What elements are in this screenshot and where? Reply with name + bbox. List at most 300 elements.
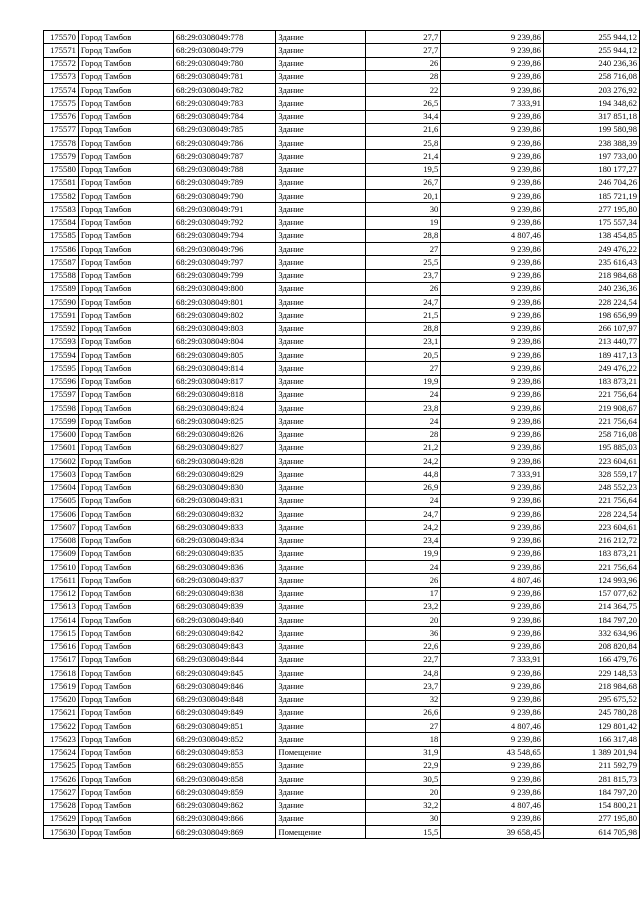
row-number-cell: 175601 — [44, 441, 79, 454]
municipality-cell: Город Тамбов — [78, 481, 173, 494]
row-number-cell: 175609 — [44, 547, 79, 560]
area-cell: 32,2 — [366, 799, 441, 812]
object-type-cell: Здание — [276, 640, 366, 653]
cadastral-value-cell: 194 348,62 — [543, 97, 639, 110]
unit-value-cell: 9 239,86 — [441, 441, 544, 454]
row-number-cell: 175580 — [44, 163, 79, 176]
row-number-cell: 175594 — [44, 349, 79, 362]
area-cell: 27,7 — [366, 44, 441, 57]
row-number-cell: 175575 — [44, 97, 79, 110]
object-type-cell: Помещение — [276, 826, 366, 839]
cadastral-number-cell: 68:29:0308049:826 — [174, 428, 276, 441]
object-type-cell: Здание — [276, 759, 366, 772]
area-cell: 22,9 — [366, 759, 441, 772]
municipality-cell: Город Тамбов — [78, 653, 173, 666]
object-type-cell: Здание — [276, 349, 366, 362]
object-type-cell: Здание — [276, 57, 366, 70]
object-type-cell: Помещение — [276, 746, 366, 759]
row-number-cell: 175595 — [44, 362, 79, 375]
row-number-cell: 175570 — [44, 31, 79, 44]
object-type-cell: Здание — [276, 521, 366, 534]
table-row — [44, 176, 640, 189]
municipality-cell: Город Тамбов — [78, 667, 173, 680]
row-number-cell: 175598 — [44, 402, 79, 415]
cadastral-number-cell: 68:29:0308049:814 — [174, 362, 276, 375]
row-number-cell: 175586 — [44, 243, 79, 256]
cadastral-number-cell: 68:29:0308049:855 — [174, 759, 276, 772]
unit-value-cell: 9 239,86 — [441, 680, 544, 693]
object-type-cell: Здание — [276, 653, 366, 666]
area-cell: 27 — [366, 362, 441, 375]
municipality-cell: Город Тамбов — [78, 84, 173, 97]
municipality-cell: Город Тамбов — [78, 521, 173, 534]
cadastral-number-cell: 68:29:0308049:829 — [174, 468, 276, 481]
row-number-cell: 175596 — [44, 375, 79, 388]
cadastral-number-cell: 68:29:0308049:834 — [174, 534, 276, 547]
unit-value-cell: 9 239,86 — [441, 508, 544, 521]
unit-value-cell: 9 239,86 — [441, 706, 544, 719]
table-row — [44, 375, 640, 388]
row-number-cell: 175573 — [44, 70, 79, 83]
cadastral-value-cell: 223 604,61 — [543, 455, 639, 468]
object-type-cell: Здание — [276, 309, 366, 322]
object-type-cell: Здание — [276, 799, 366, 812]
municipality-cell: Город Тамбов — [78, 627, 173, 640]
cadastral-number-cell: 68:29:0308049:844 — [174, 653, 276, 666]
unit-value-cell: 9 239,86 — [441, 375, 544, 388]
cadastral-value-cell: 180 177,27 — [543, 163, 639, 176]
cadastral-number-cell: 68:29:0308049:833 — [174, 521, 276, 534]
table-row — [44, 44, 640, 57]
table-row — [44, 70, 640, 83]
row-number-cell: 175625 — [44, 759, 79, 772]
row-number-cell: 175587 — [44, 256, 79, 269]
area-cell: 22,6 — [366, 640, 441, 653]
table-row — [44, 31, 640, 44]
cadastral-number-cell: 68:29:0308049:845 — [174, 667, 276, 680]
table-row — [44, 335, 640, 348]
row-number-cell: 175610 — [44, 561, 79, 574]
cadastral-number-cell: 68:29:0308049:799 — [174, 269, 276, 282]
unit-value-cell: 9 239,86 — [441, 150, 544, 163]
municipality-cell: Город Тамбов — [78, 759, 173, 772]
area-cell: 44,8 — [366, 468, 441, 481]
cadastral-number-cell: 68:29:0308049:835 — [174, 547, 276, 560]
area-cell: 24,8 — [366, 667, 441, 680]
area-cell: 22,7 — [366, 653, 441, 666]
cadastral-value-cell: 138 454,85 — [543, 229, 639, 242]
area-cell: 24,7 — [366, 296, 441, 309]
area-cell: 21,2 — [366, 441, 441, 454]
area-cell: 23,8 — [366, 402, 441, 415]
unit-value-cell: 9 239,86 — [441, 44, 544, 57]
object-type-cell: Здание — [276, 415, 366, 428]
object-type-cell: Здание — [276, 574, 366, 587]
municipality-cell: Город Тамбов — [78, 428, 173, 441]
cadastral-number-cell: 68:29:0308049:791 — [174, 203, 276, 216]
table-row — [44, 812, 640, 825]
unit-value-cell: 9 239,86 — [441, 322, 544, 335]
table-row — [44, 309, 640, 322]
unit-value-cell: 9 239,86 — [441, 481, 544, 494]
cadastral-number-cell: 68:29:0308049:789 — [174, 176, 276, 189]
object-type-cell: Здание — [276, 150, 366, 163]
cadastral-value-cell: 184 797,20 — [543, 614, 639, 627]
object-type-cell: Здание — [276, 176, 366, 189]
cadastral-value-cell: 218 984,68 — [543, 680, 639, 693]
cadastral-value-cell: 277 195,80 — [543, 812, 639, 825]
unit-value-cell: 9 239,86 — [441, 786, 544, 799]
cadastral-number-cell: 68:29:0308049:800 — [174, 282, 276, 295]
table-row — [44, 216, 640, 229]
cadastral-value-cell: 1 389 201,94 — [543, 746, 639, 759]
table-row — [44, 733, 640, 746]
area-cell: 23,7 — [366, 680, 441, 693]
area-cell: 19,9 — [366, 547, 441, 560]
municipality-cell: Город Тамбов — [78, 508, 173, 521]
area-cell: 28 — [366, 428, 441, 441]
object-type-cell: Здание — [276, 322, 366, 335]
object-type-cell: Здание — [276, 614, 366, 627]
unit-value-cell: 4 807,46 — [441, 229, 544, 242]
area-cell: 28,8 — [366, 322, 441, 335]
area-cell: 20 — [366, 614, 441, 627]
row-number-cell: 175608 — [44, 534, 79, 547]
table-row — [44, 826, 640, 839]
cadastral-value-cell: 228 224,54 — [543, 508, 639, 521]
unit-value-cell: 9 239,86 — [441, 534, 544, 547]
municipality-cell: Город Тамбов — [78, 269, 173, 282]
municipality-cell: Город Тамбов — [78, 600, 173, 613]
object-type-cell: Здание — [276, 388, 366, 401]
cadastral-value-cell: 214 364,75 — [543, 600, 639, 613]
row-number-cell: 175627 — [44, 786, 79, 799]
area-cell: 30,5 — [366, 773, 441, 786]
row-number-cell: 175605 — [44, 494, 79, 507]
cadastral-value-cell: 218 984,68 — [543, 269, 639, 282]
area-cell: 26,6 — [366, 706, 441, 719]
cadastral-number-cell: 68:29:0308049:830 — [174, 481, 276, 494]
unit-value-cell: 4 807,46 — [441, 720, 544, 733]
object-type-cell: Здание — [276, 720, 366, 733]
table-row — [44, 534, 640, 547]
unit-value-cell: 9 239,86 — [441, 640, 544, 653]
municipality-cell: Город Тамбов — [78, 256, 173, 269]
municipality-cell: Город Тамбов — [78, 190, 173, 203]
row-number-cell: 175584 — [44, 216, 79, 229]
area-cell: 19,5 — [366, 163, 441, 176]
unit-value-cell: 9 239,86 — [441, 587, 544, 600]
table-row — [44, 296, 640, 309]
unit-value-cell: 9 239,86 — [441, 123, 544, 136]
table-row — [44, 746, 640, 759]
object-type-cell: Здание — [276, 296, 366, 309]
municipality-cell: Город Тамбов — [78, 163, 173, 176]
cadastral-number-cell: 68:29:0308049:784 — [174, 110, 276, 123]
municipality-cell: Город Тамбов — [78, 110, 173, 123]
row-number-cell: 175606 — [44, 508, 79, 521]
cadastral-number-cell: 68:29:0308049:805 — [174, 349, 276, 362]
object-type-cell: Здание — [276, 216, 366, 229]
cadastral-value-cell: 245 780,28 — [543, 706, 639, 719]
cadastral-value-cell: 255 944,12 — [543, 31, 639, 44]
area-cell: 25,5 — [366, 256, 441, 269]
object-type-cell: Здание — [276, 335, 366, 348]
object-type-cell: Здание — [276, 455, 366, 468]
cadastral-value-cell: 219 908,67 — [543, 402, 639, 415]
object-type-cell: Здание — [276, 256, 366, 269]
cadastral-number-cell: 68:29:0308049:785 — [174, 123, 276, 136]
object-type-cell: Здание — [276, 282, 366, 295]
row-number-cell: 175607 — [44, 521, 79, 534]
row-number-cell: 175604 — [44, 481, 79, 494]
municipality-cell: Город Тамбов — [78, 746, 173, 759]
cadastral-number-cell: 68:29:0308049:858 — [174, 773, 276, 786]
cadastral-number-cell: 68:29:0308049:786 — [174, 137, 276, 150]
unit-value-cell: 9 239,86 — [441, 733, 544, 746]
cadastral-value-cell: 295 675,52 — [543, 693, 639, 706]
area-cell: 21,6 — [366, 123, 441, 136]
unit-value-cell: 9 239,86 — [441, 163, 544, 176]
unit-value-cell: 9 239,86 — [441, 190, 544, 203]
municipality-cell: Город Тамбов — [78, 640, 173, 653]
area-cell: 23,4 — [366, 534, 441, 547]
cadastral-value-cell: 183 873,21 — [543, 547, 639, 560]
cadastral-value-cell: 266 107,97 — [543, 322, 639, 335]
unit-value-cell: 9 239,86 — [441, 667, 544, 680]
row-number-cell: 175579 — [44, 150, 79, 163]
municipality-cell: Город Тамбов — [78, 614, 173, 627]
cadastral-number-cell: 68:29:0308049:836 — [174, 561, 276, 574]
object-type-cell: Здание — [276, 441, 366, 454]
cadastral-value-cell: 240 236,36 — [543, 57, 639, 70]
object-type-cell: Здание — [276, 110, 366, 123]
object-type-cell: Здание — [276, 31, 366, 44]
cadastral-value-cell: 238 388,39 — [543, 137, 639, 150]
cadastral-number-cell: 68:29:0308049:859 — [174, 786, 276, 799]
row-number-cell: 175612 — [44, 587, 79, 600]
object-type-cell: Здание — [276, 203, 366, 216]
table-row — [44, 653, 640, 666]
object-type-cell: Здание — [276, 812, 366, 825]
row-number-cell: 175576 — [44, 110, 79, 123]
cadastral-number-cell: 68:29:0308049:779 — [174, 44, 276, 57]
unit-value-cell: 9 239,86 — [441, 759, 544, 772]
table-row — [44, 494, 640, 507]
object-type-cell: Здание — [276, 229, 366, 242]
municipality-cell: Город Тамбов — [78, 150, 173, 163]
row-number-cell: 175597 — [44, 388, 79, 401]
cadastral-value-cell: 211 592,79 — [543, 759, 639, 772]
cadastral-value-table — [43, 30, 640, 839]
area-cell: 20,5 — [366, 349, 441, 362]
unit-value-cell: 9 239,86 — [441, 494, 544, 507]
municipality-cell: Город Тамбов — [78, 203, 173, 216]
unit-value-cell: 9 239,86 — [441, 57, 544, 70]
table-row — [44, 349, 640, 362]
object-type-cell: Здание — [276, 97, 366, 110]
area-cell: 20,1 — [366, 190, 441, 203]
cadastral-number-cell: 68:29:0308049:842 — [174, 627, 276, 640]
municipality-cell: Город Тамбов — [78, 322, 173, 335]
municipality-cell: Город Тамбов — [78, 826, 173, 839]
cadastral-number-cell: 68:29:0308049:792 — [174, 216, 276, 229]
cadastral-number-cell: 68:29:0308049:824 — [174, 402, 276, 415]
row-number-cell: 175613 — [44, 600, 79, 613]
area-cell: 19,9 — [366, 375, 441, 388]
cadastral-value-cell: 240 236,36 — [543, 282, 639, 295]
cadastral-number-cell: 68:29:0308049:837 — [174, 574, 276, 587]
area-cell: 26 — [366, 574, 441, 587]
unit-value-cell: 9 239,86 — [441, 84, 544, 97]
row-number-cell: 175599 — [44, 415, 79, 428]
cadastral-value-cell: 328 559,17 — [543, 468, 639, 481]
cadastral-number-cell: 68:29:0308049:797 — [174, 256, 276, 269]
table-row — [44, 269, 640, 282]
table-row — [44, 123, 640, 136]
area-cell: 28 — [366, 70, 441, 83]
row-number-cell: 175592 — [44, 322, 79, 335]
cadastral-value-cell: 614 705,98 — [543, 826, 639, 839]
municipality-cell: Город Тамбов — [78, 812, 173, 825]
unit-value-cell: 9 239,86 — [441, 137, 544, 150]
row-number-cell: 175603 — [44, 468, 79, 481]
cadastral-value-cell: 246 704,26 — [543, 176, 639, 189]
object-type-cell: Здание — [276, 786, 366, 799]
table-row — [44, 547, 640, 560]
object-type-cell: Здание — [276, 706, 366, 719]
area-cell: 24 — [366, 561, 441, 574]
cadastral-number-cell: 68:29:0308049:782 — [174, 84, 276, 97]
cadastral-value-cell: 198 656,99 — [543, 309, 639, 322]
row-number-cell: 175572 — [44, 57, 79, 70]
row-number-cell: 175621 — [44, 706, 79, 719]
area-cell: 30 — [366, 812, 441, 825]
row-number-cell: 175582 — [44, 190, 79, 203]
object-type-cell: Здание — [276, 627, 366, 640]
cadastral-value-cell: 213 440,77 — [543, 335, 639, 348]
row-number-cell: 175618 — [44, 667, 79, 680]
municipality-cell: Город Тамбов — [78, 335, 173, 348]
cadastral-value-cell: 221 756,64 — [543, 561, 639, 574]
cadastral-number-cell: 68:29:0308049:804 — [174, 335, 276, 348]
area-cell: 19 — [366, 216, 441, 229]
cadastral-value-cell: 175 557,34 — [543, 216, 639, 229]
cadastral-number-cell: 68:29:0308049:849 — [174, 706, 276, 719]
unit-value-cell: 9 239,86 — [441, 547, 544, 560]
municipality-cell: Город Тамбов — [78, 799, 173, 812]
municipality-cell: Город Тамбов — [78, 441, 173, 454]
table-row — [44, 799, 640, 812]
row-number-cell: 175591 — [44, 309, 79, 322]
cadastral-value-cell: 258 716,08 — [543, 70, 639, 83]
row-number-cell: 175616 — [44, 640, 79, 653]
row-number-cell: 175571 — [44, 44, 79, 57]
object-type-cell: Здание — [276, 481, 366, 494]
table-row — [44, 57, 640, 70]
area-cell: 30 — [366, 203, 441, 216]
cadastral-number-cell: 68:29:0308049:818 — [174, 388, 276, 401]
municipality-cell: Город Тамбов — [78, 296, 173, 309]
area-cell: 26,7 — [366, 176, 441, 189]
area-cell: 26 — [366, 282, 441, 295]
unit-value-cell: 9 239,86 — [441, 349, 544, 362]
unit-value-cell: 9 239,86 — [441, 415, 544, 428]
area-cell: 27 — [366, 720, 441, 733]
area-cell: 25,8 — [366, 137, 441, 150]
table-row — [44, 441, 640, 454]
municipality-cell: Город Тамбов — [78, 70, 173, 83]
table-row — [44, 256, 640, 269]
cadastral-number-cell: 68:29:0308049:862 — [174, 799, 276, 812]
cadastral-value-cell: 249 476,22 — [543, 243, 639, 256]
cadastral-value-cell: 166 317,48 — [543, 733, 639, 746]
object-type-cell: Здание — [276, 362, 366, 375]
unit-value-cell: 9 239,86 — [441, 600, 544, 613]
table-row — [44, 243, 640, 256]
row-number-cell: 175574 — [44, 84, 79, 97]
table-row — [44, 481, 640, 494]
table-row — [44, 759, 640, 772]
cadastral-number-cell: 68:29:0308049:802 — [174, 309, 276, 322]
table-row — [44, 137, 640, 150]
row-number-cell: 175593 — [44, 335, 79, 348]
object-type-cell: Здание — [276, 428, 366, 441]
unit-value-cell: 7 333,91 — [441, 97, 544, 110]
cadastral-number-cell: 68:29:0308049:790 — [174, 190, 276, 203]
cadastral-number-cell: 68:29:0308049:825 — [174, 415, 276, 428]
municipality-cell: Город Тамбов — [78, 176, 173, 189]
row-number-cell: 175588 — [44, 269, 79, 282]
cadastral-number-cell: 68:29:0308049:827 — [174, 441, 276, 454]
municipality-cell: Город Тамбов — [78, 733, 173, 746]
table-row — [44, 97, 640, 110]
cadastral-number-cell: 68:29:0308049:846 — [174, 680, 276, 693]
cadastral-number-cell: 68:29:0308049:843 — [174, 640, 276, 653]
table-row — [44, 468, 640, 481]
row-number-cell: 175615 — [44, 627, 79, 640]
unit-value-cell: 9 239,86 — [441, 31, 544, 44]
unit-value-cell: 9 239,86 — [441, 282, 544, 295]
table-row — [44, 415, 640, 428]
cadastral-number-cell: 68:29:0308049:840 — [174, 614, 276, 627]
cadastral-number-cell: 68:29:0308049:831 — [174, 494, 276, 507]
cadastral-number-cell: 68:29:0308049:796 — [174, 243, 276, 256]
object-type-cell: Здание — [276, 534, 366, 547]
cadastral-number-cell: 68:29:0308049:794 — [174, 229, 276, 242]
object-type-cell: Здание — [276, 468, 366, 481]
cadastral-number-cell: 68:29:0308049:851 — [174, 720, 276, 733]
row-number-cell: 175611 — [44, 574, 79, 587]
object-type-cell: Здание — [276, 123, 366, 136]
area-cell: 22 — [366, 84, 441, 97]
object-type-cell: Здание — [276, 680, 366, 693]
cadastral-number-cell: 68:29:0308049:852 — [174, 733, 276, 746]
unit-value-cell: 9 239,86 — [441, 388, 544, 401]
object-type-cell: Здание — [276, 494, 366, 507]
municipality-cell: Город Тамбов — [78, 561, 173, 574]
area-cell: 32 — [366, 693, 441, 706]
unit-value-cell: 9 239,86 — [441, 812, 544, 825]
table-row — [44, 561, 640, 574]
cadastral-number-cell: 68:29:0308049:828 — [174, 455, 276, 468]
row-number-cell: 175626 — [44, 773, 79, 786]
unit-value-cell: 9 239,86 — [441, 309, 544, 322]
municipality-cell: Город Тамбов — [78, 455, 173, 468]
municipality-cell: Город Тамбов — [78, 362, 173, 375]
table-row — [44, 163, 640, 176]
table-row — [44, 693, 640, 706]
